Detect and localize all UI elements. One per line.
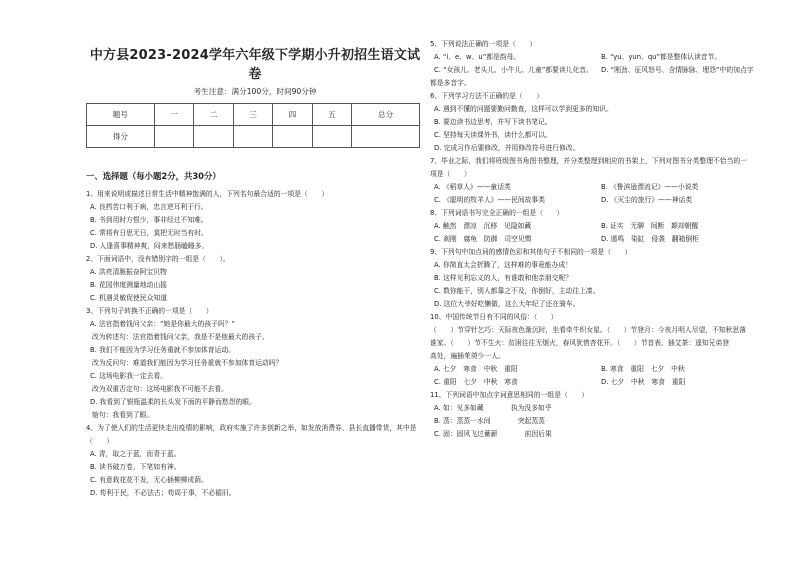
question: 3、下列句子转换不正确的一项是（ ） <box>86 307 213 315</box>
option-row <box>430 233 768 246</box>
score-cell: 得分 <box>87 126 155 148</box>
option[interactable]: D. 人逢喜事精神爽，闷来愁肠瞌睡多。 <box>90 242 209 250</box>
question: 8、下列词语书写完全正确的一组是（ ） <box>430 209 564 217</box>
option-detail: 改为反问句：难道我们能因为学习任务重就不参加体育运动吗？ <box>92 359 283 367</box>
option-detail: 缩句：我看到了眼。 <box>92 411 154 419</box>
option[interactable]: B. 读书破万卷，下笔如有神。 <box>90 463 181 471</box>
question: 10、中国传统节日有不同的风俗：（ ） <box>430 313 558 321</box>
option[interactable]: C. 这场电影我一定去看。 <box>90 372 168 380</box>
score-input-cell[interactable] <box>273 126 312 148</box>
exam-notice: 考生注意：满分100分，时间90分钟 <box>193 87 317 96</box>
section-heading: 一、选择题（每小题2分，共30分） <box>86 171 221 181</box>
score-cell: 一 <box>154 104 193 126</box>
option-row <box>430 363 768 376</box>
option[interactable]: C. 重阳 七夕 中秋 寒食 <box>434 378 518 386</box>
score-input-cell[interactable] <box>154 126 193 148</box>
score-cell: 五 <box>312 104 351 126</box>
option[interactable]: C. 《聪明的牧羊人》——民间故事类 <box>434 196 546 204</box>
question-text: 谁家。（ ）节不生火：贫困往往无烟火，春风犹惜杏花开。（ ）节首表、插艾茶：遥知兄弟登 <box>430 339 730 347</box>
option[interactable]: D. 七夕 中秋 寒食 重阳 <box>601 378 686 386</box>
option[interactable]: D. 《灭尘的旅行》——神话类 <box>601 196 693 204</box>
option[interactable]: A. 良药苦口利于病，忠言逆耳利于行。 <box>90 203 208 211</box>
option[interactable]: D. 这位大爷好吃懒做，这么大年纪了还在骑车。 <box>434 300 580 308</box>
option[interactable]: B. 《鲁滨逊漂流记》——小说类 <box>601 183 699 191</box>
left-column <box>86 38 424 500</box>
score-input-cell[interactable] <box>352 126 420 148</box>
option-row <box>430 64 768 77</box>
option[interactable]: D. 苟利于民，不必法古；苟周于事，不必循旧。 <box>90 489 236 497</box>
option-detail: 改为双重否定句：这场电影我不可能不去看。 <box>92 385 228 393</box>
option[interactable]: A. 遇到不懂的问题要勤问勤查，这样可以学到更多的知识。 <box>434 105 613 113</box>
score-cell: 二 <box>194 104 233 126</box>
option-row <box>430 181 768 194</box>
score-cell: 四 <box>273 104 312 126</box>
option[interactable]: A. 如：见多如藏 执为没多如乎 <box>434 404 552 412</box>
option[interactable]: D. “刚劲、征风怒号、含情脉脉、埋怨”中的加点字 <box>601 66 754 74</box>
score-input-cell[interactable] <box>194 126 233 148</box>
option[interactable]: C. “女孩儿、老头儿、小牛儿、儿童”都要读儿化音。 <box>434 66 593 74</box>
score-input-cell[interactable] <box>312 126 351 148</box>
option[interactable]: B. 我们不能因为学习任务重就不参加体育运动。 <box>90 346 235 354</box>
score-cell: 总分 <box>352 104 420 126</box>
option[interactable]: B. 要边读书边思考，并写下读书笔记。 <box>434 118 552 126</box>
option[interactable]: C. 数你能干，别人都靠之不及，你倒好，主动往上凑。 <box>434 287 600 295</box>
question: 5、下列说法正确的一项是（ ） <box>430 40 537 48</box>
option[interactable]: C. 机遇灵敏促使民众知道 <box>90 294 168 302</box>
option[interactable]: C. 坚持每天读课外书，读什么都可以。 <box>434 131 552 139</box>
option[interactable]: B. 蒸：蒸蒸一水间 突起蒸蒸 <box>434 417 545 425</box>
option[interactable]: B. 证实 无聊 间断 颠却朝醒 <box>601 222 699 230</box>
option[interactable]: B. “yu、yun、qu”都是整体认读音节。 <box>601 53 722 61</box>
option-row <box>430 220 768 233</box>
option[interactable]: B. 花园伟度测量地动山摇 <box>90 281 167 289</box>
option-row <box>430 51 768 64</box>
question-text: （ ）节穿针乞巧：天际夜色渐沉时，坐看牵牛织女星。（ ）节登月：今夜月明人尽望，不知秋思落 <box>430 326 747 334</box>
option[interactable]: A. 七夕 寒食 中秋 重阳 <box>434 365 518 373</box>
option[interactable]: D. 遁鸣 染缸 侵袭 翻箱倒柜 <box>601 235 699 243</box>
option[interactable]: A. 《稻草人》——童话类 <box>434 183 511 191</box>
exam-title: 中方县2023-2024学年六年级下学期小升初招生语文试卷 <box>89 48 421 82</box>
question-continued: 项是（ ） <box>430 170 471 178</box>
question-text: 高处，遍插茱萸少一人。 <box>430 352 505 360</box>
option[interactable]: B. 寒食 重阳 七夕 中秋 <box>601 365 685 373</box>
question: 7、毕业之际，我们将班级图书角图书整理，并分类整理到相应的书架上，下列对图书分类整理不恰当的一 <box>430 157 747 165</box>
option-row <box>430 376 768 389</box>
right-column <box>430 38 768 441</box>
score-header-row <box>87 104 420 126</box>
option[interactable]: C. 常将有日思无日，莫把无时当有时。 <box>90 229 208 237</box>
option[interactable]: A. 法官指着钱问父亲：“她是你最大的孩子吗？” <box>90 320 236 328</box>
question: 11、下列词语中加点字词意思相同的一组是（ ） <box>430 391 589 399</box>
question: 2、下面词语中，没有错别字的一组是（ ）。 <box>86 255 230 263</box>
option-row <box>430 194 768 207</box>
score-value-row <box>87 126 420 148</box>
question: 4、为了使人们的生活更快走出疫情的影响，政府实施了许多创新之举，如发放消费券、县长直播带货，其中是（ ） <box>86 424 417 445</box>
question: 9、下列句中加点词的感情色彩和其他句子不相同的一项是（ ） <box>430 248 632 256</box>
question: 1、用来说明或描述日常生活中精神饱满的人，下列名句最合适的一项是（ ） <box>86 190 329 198</box>
option[interactable]: A. 洪亮清脆振奋阿宝贝物 <box>90 268 167 276</box>
option[interactable]: A. 你简直太会折腾了，这样难的事竟能办成！ <box>434 261 572 269</box>
option[interactable]: D. 完成习作后要修改，并用修改符号进行修改。 <box>434 144 580 152</box>
option[interactable]: A. 青，取之于蓝，而青于蓝。 <box>90 450 181 458</box>
option-detail: 改为转述句：法官指着钱问父亲，我是不是他最大的孩子。 <box>92 333 269 341</box>
score-cell: 题号 <box>87 104 155 126</box>
option[interactable]: B. 这样见利忘义的人，有谁敢和他亲朋交呢？ <box>434 274 573 282</box>
option[interactable]: C. 固：固风飞过蓄薪 前因后果 <box>434 430 552 438</box>
option[interactable]: B. 书到用时方恨少，事非经过不知难。 <box>90 216 208 224</box>
score-cell: 三 <box>233 104 272 126</box>
option[interactable]: A. 触然 漂凉 沉移 见隐如藏 <box>434 222 532 230</box>
option[interactable]: C. 有意栽花花不发，无心插柳柳成荫。 <box>90 476 208 484</box>
question-continued: 都是多音字。 <box>430 79 471 87</box>
question: 6、下列学习方法不正确的是（ ） <box>430 92 544 100</box>
option[interactable]: A. “i、e、w、u”都是韵母。 <box>434 53 521 61</box>
score-table <box>86 103 420 148</box>
option[interactable]: C. 刹刚 腐龟 防御 司空见惯 <box>434 235 532 243</box>
option[interactable]: D. 我看到了银瓶温柔的长头发下面的平静而愁怨的眼。 <box>90 398 256 406</box>
score-input-cell[interactable] <box>233 126 272 148</box>
